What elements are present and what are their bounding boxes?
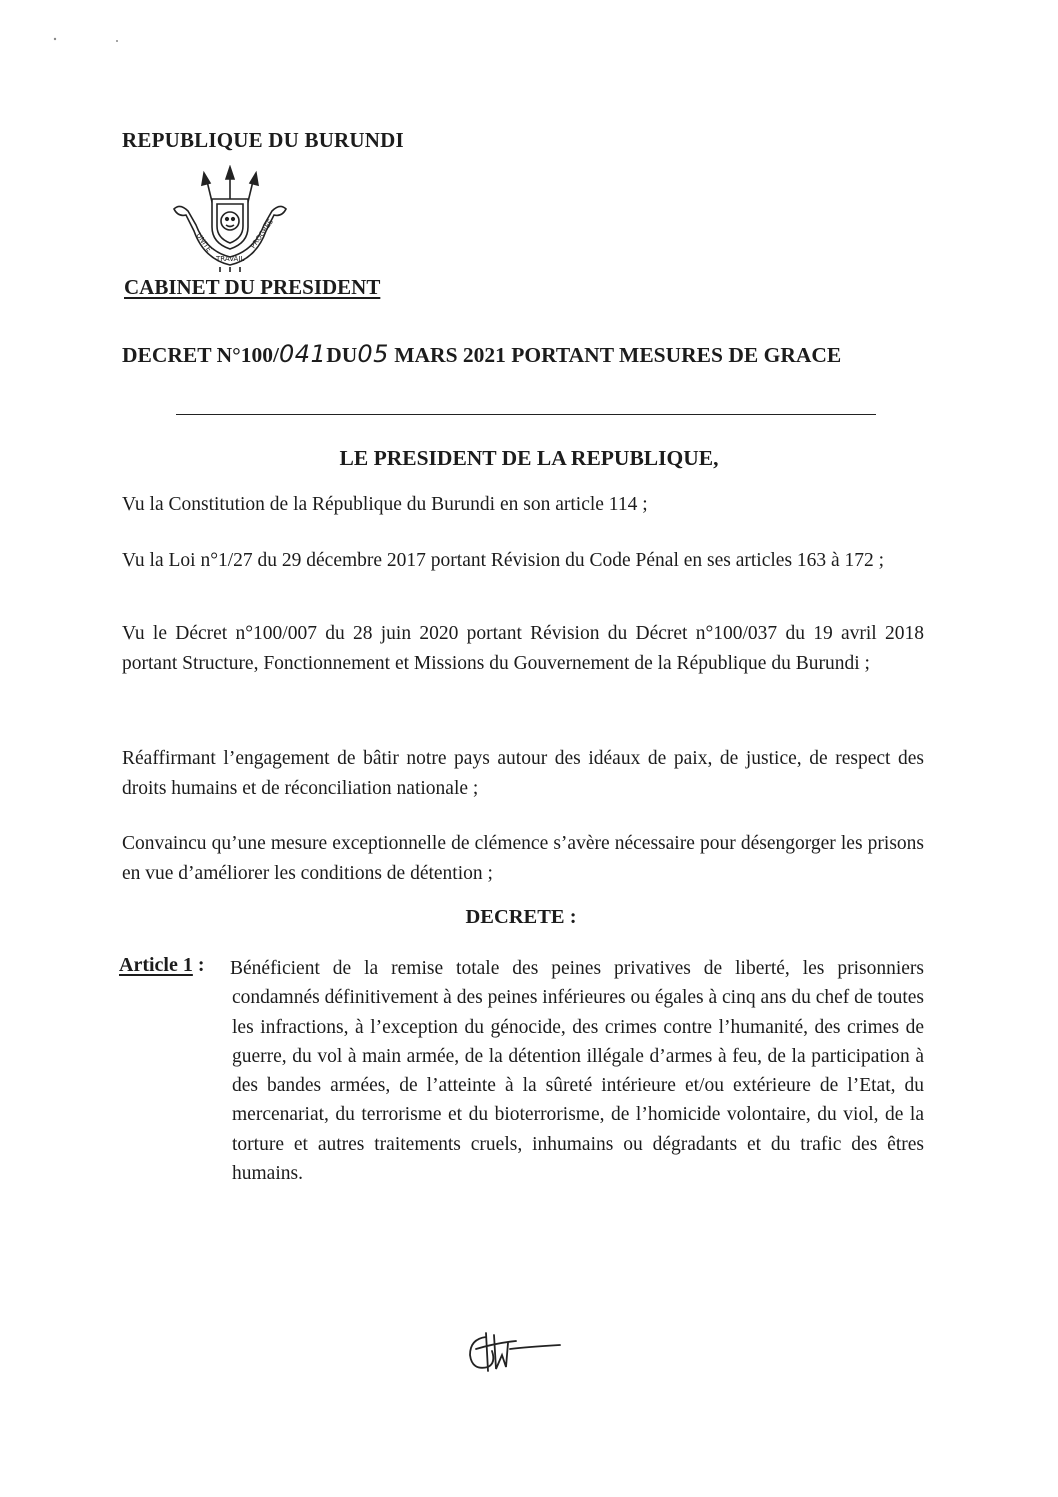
president-heading-text: LE PRESIDENT DE LA REPUBLIQUE, [339,446,719,470]
coat-of-arms-icon [166,165,294,273]
article-1-separator: : [192,954,205,976]
signature-icon [456,1325,566,1375]
preamble-paragraph: Vu la Constitution de la République du Burundi en son article 114 ; [122,494,648,515]
decrete-heading-text: DECRETE : [465,906,577,928]
preamble-paragraph: Vu la Loi n°1/27 du 29 décembre 2017 portant Révision du Code Pénal en ses articles 163 à 172 ; [122,550,885,571]
decree-day-handwritten: 05 [357,340,389,368]
decree-title-du: DU [326,343,358,367]
republic-header: REPUBLIQUE DU BURUNDI [122,128,404,152]
cabinet-header: CABINET DU PRESIDENT [124,275,381,299]
decree-title-suffix: MARS 2021 PORTANT MESURES DE GRACE [394,343,842,367]
president-heading [0,446,1058,471]
decrete-heading [0,906,1058,929]
svg-text:TRAVAIL: TRAVAIL [216,255,245,263]
preamble-paragraph: Convaincu qu’une mesure exceptionnelle de clémence s’avère nécessaire pour désengorger les prisons en vue d’améliorer les conditions de détention ; [122,833,924,884]
preamble-paragraph: Réaffirmant l’engagement de bâtir notre pays autour des idéaux de paix, de justice, de respect des droits humains et de réconciliation nationale ; [122,748,924,799]
decree-number-handwritten: 041 [278,340,327,368]
decree-title-prefix: DECRET N°100/ [122,343,279,367]
decree-title [122,340,841,368]
scan-speck [52,36,58,42]
article-1-text: Bénéficient de la remise totale des peines privatives de liberté, les prisonniers condamnés définitivement à des peines inférieures ou égales à cinq ans du chef de toutes les infractions, à l’exception du génocide, des crimes contre l’humanité, des crimes de guerre, du vol à main armée, de la détention illégale d’armes à feu, de la participation à des bandes armées, de l’atteinte à la sûreté intérieure et/ou extérieure de l’Etat, du mercenariat, du terrorisme et du bioterrorisme, de l’homicide volontaire, du viol, de la torture et autres traitements cruels, inhumains ou dégradants et du trafic des êtres humains. [230,958,925,1185]
svg-text:PROGRES: PROGRES [249,217,275,251]
article-1-label [119,954,205,977]
article-1-title: Article 1 [119,954,193,976]
svg-text:UNITE: UNITE [194,231,214,254]
preamble-paragraph: Vu le Décret n°100/007 du 28 juin 2020 portant Révision du Décret n°100/037 du 19 avril 2018 portant Structure, Fonctionnement et Missions du Gouvernement de la République du Burundi ; [122,623,924,674]
title-divider [176,414,876,415]
scan-speck [114,38,120,44]
